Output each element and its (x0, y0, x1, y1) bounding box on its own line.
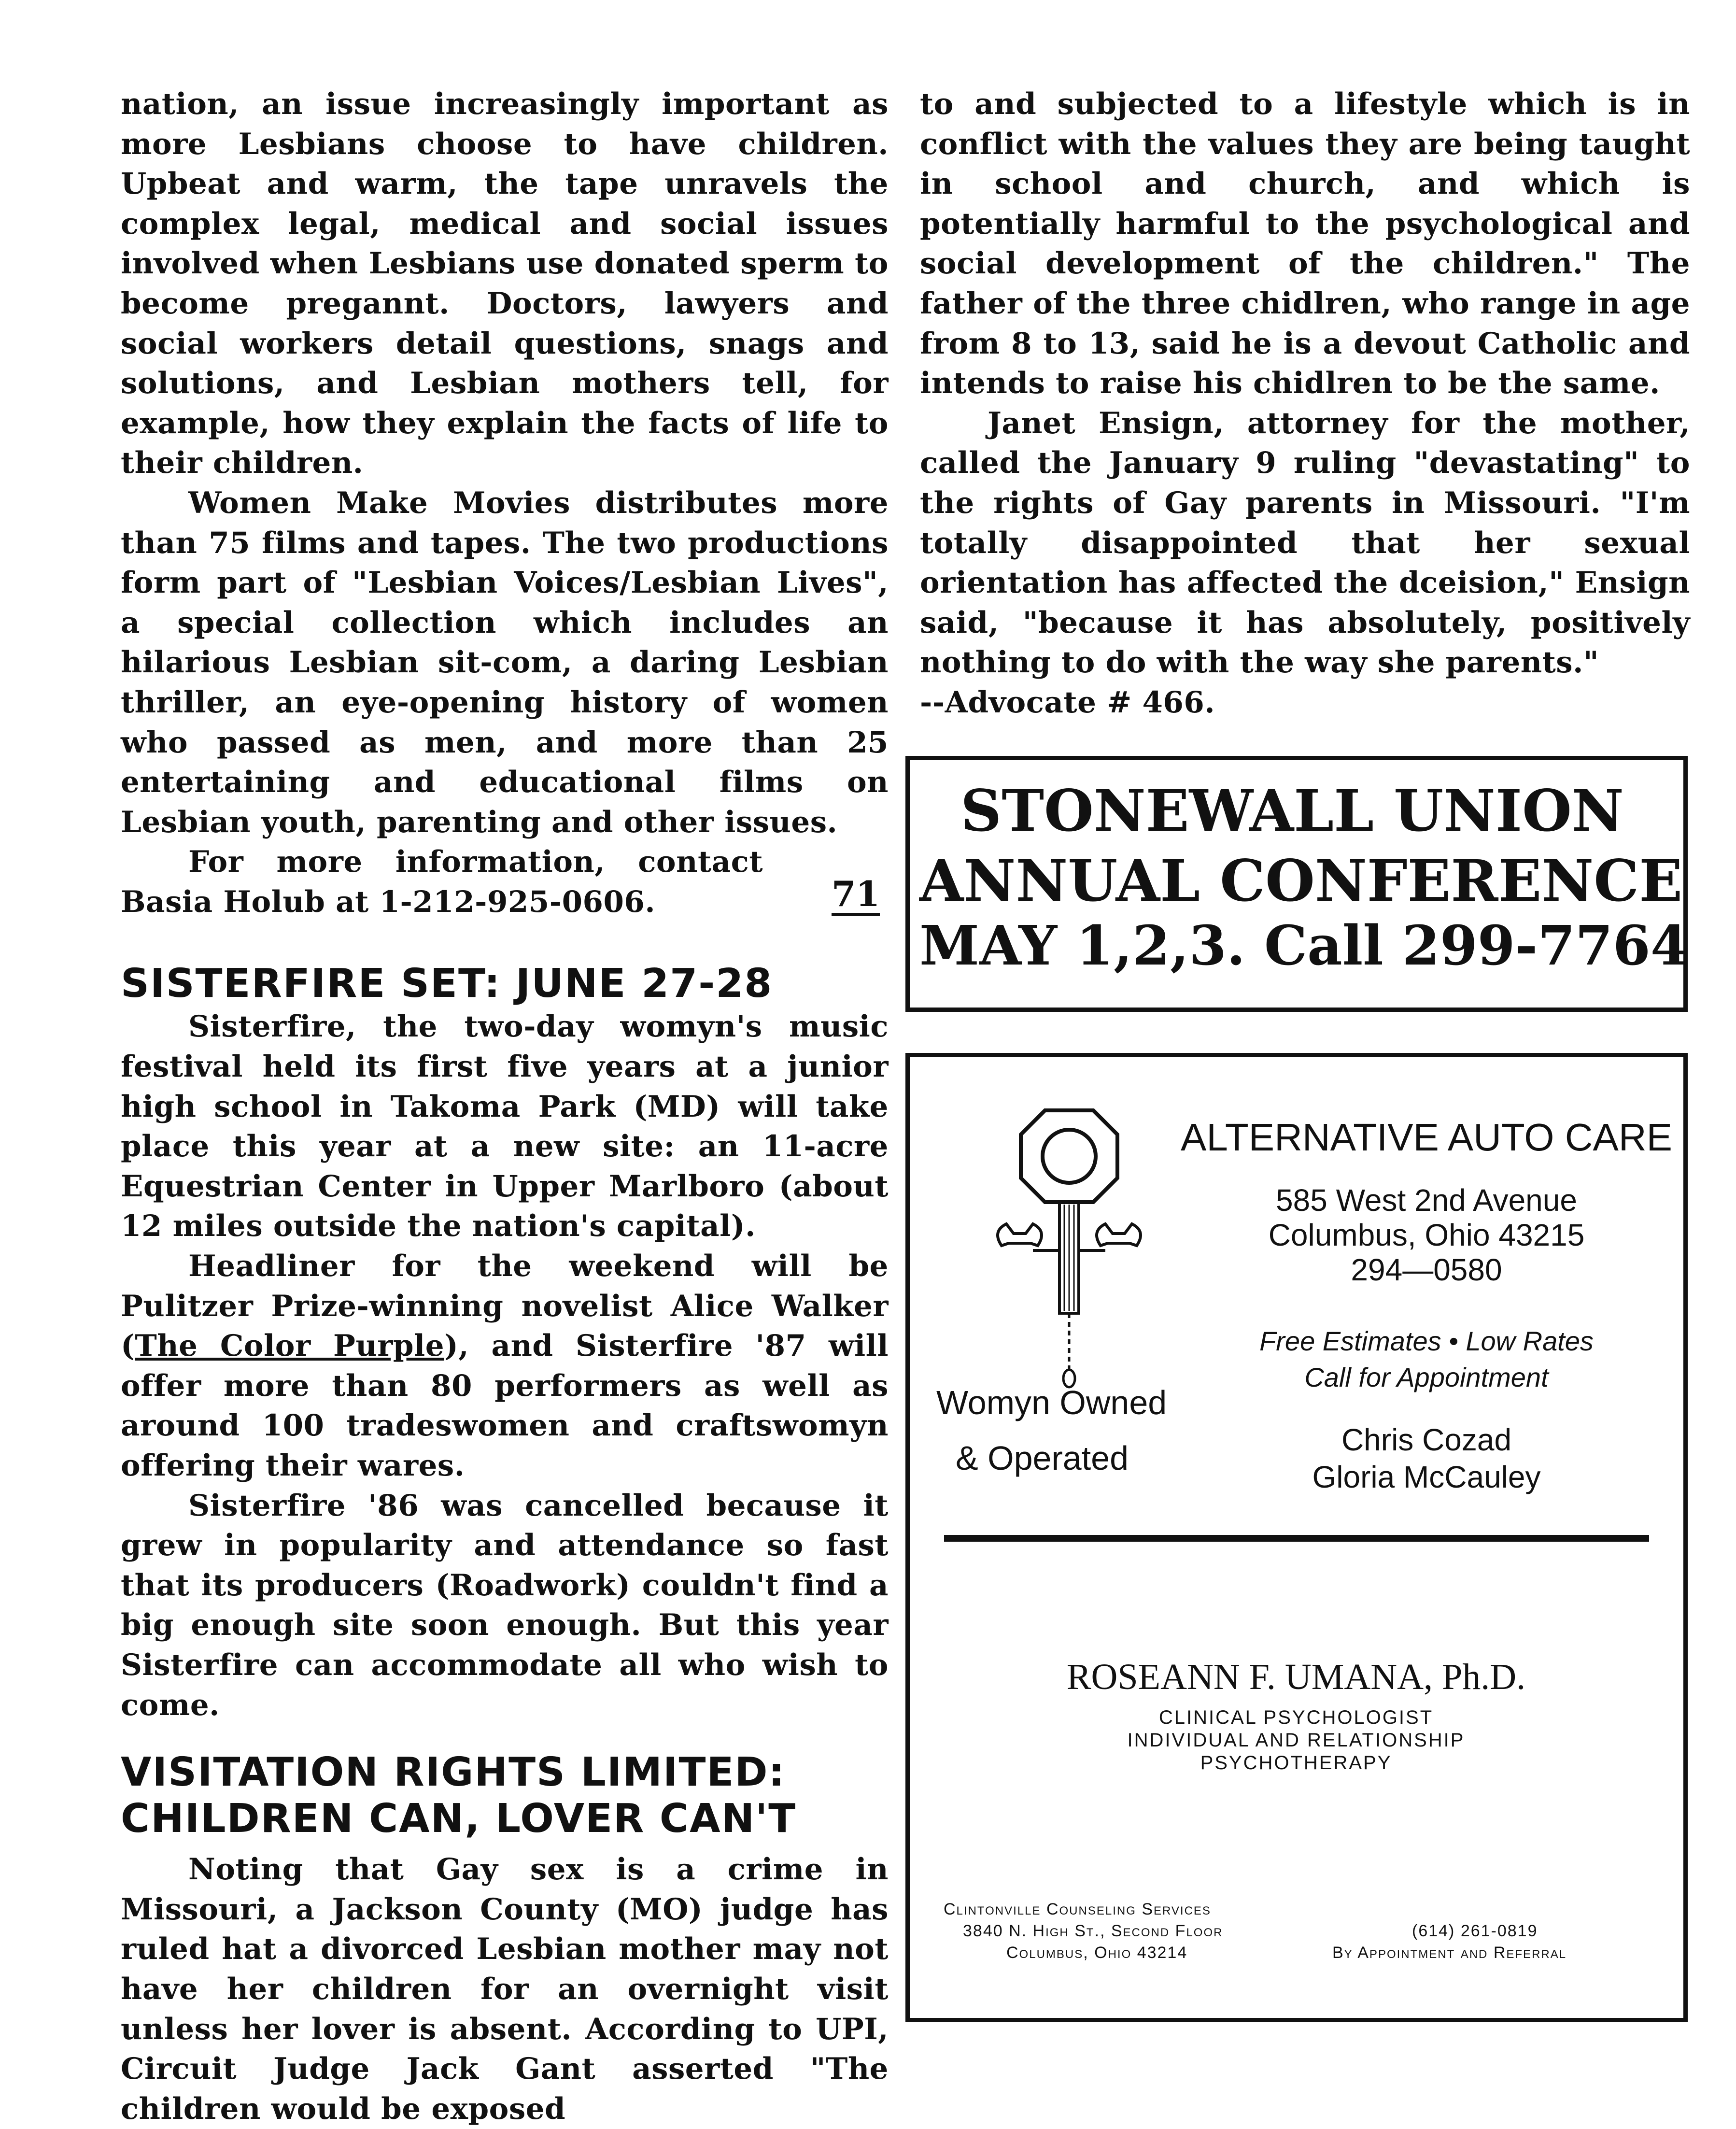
article-paragraph: Sisterfire '86 was cancelled because it grew in popularity and attendance so fast that its producers (Roadwork) couldn't find a big enough site soon enough. But this year Sisterfire can accommodate all who wish to come. (121, 1488, 889, 1722)
stonewall-line2: ANNUAL CONFERENCE (919, 847, 1683, 914)
visitation-heading-line1: VISITATION RIGHTS LIMITED: (121, 1749, 786, 1796)
stonewall-ad (905, 756, 1688, 1012)
counseling-phone: (614) 261-0819 (1412, 1922, 1538, 1940)
auto-care-address2: Columbus, Ohio 43215 (1268, 1218, 1585, 1252)
counseling-city: Columbus, Ohio 43214 (1006, 1944, 1188, 1962)
womyn-owned: Womyn Owned (936, 1384, 1167, 1421)
operated: & Operated (956, 1439, 1129, 1477)
auto-care-name: ALTERNATIVE AUTO CARE (1180, 1116, 1672, 1159)
psych-title1: CLINICAL PSYCHOLOGIST (1158, 1707, 1434, 1728)
page-number: 71 (832, 875, 880, 916)
book-title: The Color Purple (135, 1329, 445, 1363)
psych-title3: PSYCHOTHERAPY (1200, 1752, 1392, 1774)
counseling-street: 3840 N. High St., Second Floor (963, 1922, 1223, 1940)
counseling-org: Clintonville Counseling Services (944, 1900, 1211, 1918)
counseling-referral: By Appointment and Referral (1332, 1944, 1567, 1962)
article-paragraph: Janet Ensign, attorney for the mother, called the January 9 ruling "devastating" to the rights of Gay parents in Missouri. "I'm totally disappointed that her sexual orientation has affected the dceision," Ensign said, "because it has absolutely, positively nothing to do with the way she parents." (920, 406, 1690, 680)
article-paragraph: Women Make Movies distributes more than 75 films and tapes. The two productions form part of "Lesbian Voices/Lesbian Lives", a special collection which includes an hilarious Lesbian sit-com, a daring Lesbian thriller, an eye-opening history of women who passed as men, and more than 25 entertaining and educational films on Lesbian youth, parenting and other issues. (121, 485, 889, 839)
left-column (121, 85, 889, 2129)
article-paragraph: Noting that Gay sex is a crime in Missouri, a Jackson County (MO) judge has ruled hat a divorced Lesbian mother may not have her children for an overnight visit unless her lover is absent. According to UPI, Circuit Judge Jack Gant asserted "The children would be exposed (121, 1852, 889, 2126)
auto-care-contact2: Gloria McCauley (1312, 1460, 1541, 1494)
stonewall-line3: MAY 1,2,3. Call 299-7764 (919, 914, 1688, 978)
auto-care-address1: 585 West 2nd Avenue (1276, 1183, 1577, 1218)
psych-title2: INDIVIDUAL AND RELATIONSHIP (1127, 1730, 1465, 1751)
visitation-heading-line2: CHILDREN CAN, LOVER CAN'T (121, 1796, 797, 1842)
article-paragraph: to and subjected to a lifestyle which is in conflict with the values they are being taught in school and church, and which is potentially harmful to the psychological and social development of the children." The father of the three chidlren, who range in age from 8 to 13, said he is a devout Catholic and intends to raise his chidlren to be the same. (920, 87, 1690, 401)
article-source: --Advocate # 466. (920, 685, 1215, 720)
wrench-icon (982, 1101, 1156, 1391)
article-paragraph: Headliner for the weekend will be Pulitzer Prize-winning novelist Alice Walker (The Color Purple), and Sisterfire '87 will offer more than 80 performers as well as around 100 tradeswomen and craftswomyn offering their wares. (121, 1249, 889, 1483)
ad-divider (944, 1535, 1649, 1542)
auto-care-contact1: Chris Cozad (1341, 1422, 1512, 1457)
auto-care-phone: 294—0580 (1351, 1252, 1502, 1287)
auto-care-tagline1: Free Estimates • Low Rates (1259, 1326, 1594, 1356)
article-paragraph: Sisterfire, the two-day womyn's music festival held its first five years at a junior high school in Takoma Park (MD) will take place this year at a new site: an 11-acre Equestrian Center in Upper Marlboro (about 12 miles outside the nation's capital). (121, 1009, 889, 1244)
article-paragraph: nation, an issue increasingly important as more Lesbians choose to have children. Upbeat and warm, the tape unravels the complex legal, medical and social issues involved when Lesbians use donated sperm to become pregannt. Doctors, lawyers and social workers detail questions, snags and solutions, and Lesbian mothers tell, for example, how they explain the facts of life to their children. (121, 87, 889, 481)
psych-name: ROSEANN F. UMANA, Ph.D. (1066, 1657, 1526, 1697)
sisterfire-heading: SISTERFIRE SET: JUNE 27-28 (121, 961, 773, 1007)
stonewall-line1: STONEWALL UNION (960, 777, 1624, 844)
right-column (920, 85, 1690, 723)
article-paragraph: For more information, contact Basia Holub at 1-212-925-0606. (121, 845, 763, 919)
auto-care-tagline2: Call for Appointment (1304, 1362, 1549, 1392)
